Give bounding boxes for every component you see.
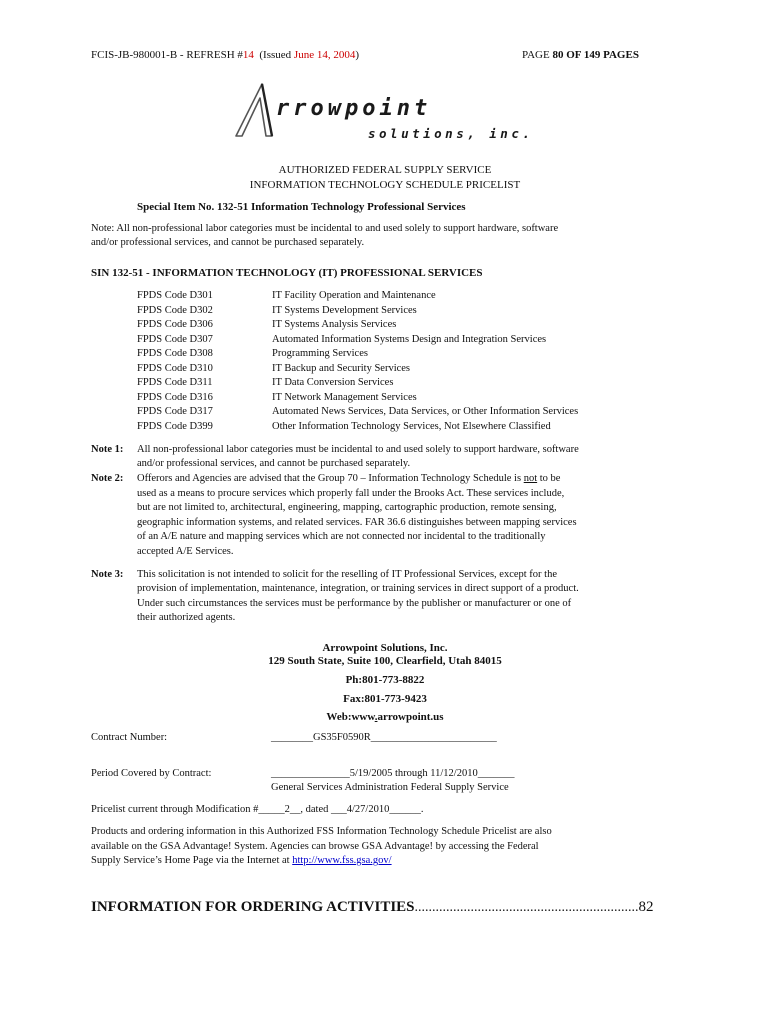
list-item: FPDS Code D311 IT Data Conversion Services <box>137 377 394 388</box>
note-2-line: accepted A/E Services. <box>137 546 234 557</box>
period-label: Period Covered by Contract: <box>91 768 212 779</box>
contract-number-label: Contract Number: <box>91 732 168 743</box>
title-line-1: AUTHORIZED FEDERAL SUPPLY SERVICE <box>278 164 492 176</box>
note-2-label: Note 2: <box>91 473 124 484</box>
special-item-title: Special Item No. 132-51 Information Technology Professional Services <box>137 201 466 213</box>
list-item: FPDS Code D307 Automated Information Systems Design and Integration Services <box>137 333 547 345</box>
note-1-line: and/or professional services, and cannot be purchased separately. <box>137 458 411 469</box>
arrow-a-logo-icon <box>232 80 282 140</box>
toc-leader-dots: ................................................................ <box>414 900 639 915</box>
issued-suffix: ) <box>355 49 360 61</box>
issued-date: June 14, 2004 <box>293 49 356 61</box>
note-3-line: Under such circumstances the services must be performance by the publisher or manufacturer or one of <box>137 598 572 609</box>
company-address: 129 South State, Suite 100, Clearfield, Utah 84015 <box>268 655 502 667</box>
note-2-line: geographic information systems, and related services. FAR 36.6 distinguishes between mapping services <box>137 517 577 528</box>
fss-website-link[interactable]: http://www.fss.gsa.gov/ <box>292 855 392 866</box>
document-id <box>91 48 359 62</box>
intro-note-line-2: and/or professional services, and cannot be purchased separately. <box>91 237 365 248</box>
list-item: FPDS Code D316 IT Network Management Services <box>137 391 417 403</box>
toc-entry[interactable] <box>91 899 654 916</box>
page-indicator <box>522 48 639 62</box>
list-item: FPDS Code D301 IT Facility Operation and Maintenance <box>137 290 436 301</box>
page-suffix: OF 149 PAGES <box>563 49 639 61</box>
note-2-line: but are not limited to, architectural, engineering, mapping, cartographic production, remote sensing, <box>137 502 557 513</box>
note-3-label: Note 3: <box>91 569 124 580</box>
issued-prefix: (Issued <box>253 49 294 61</box>
company-phone: Ph:801-773-8822 <box>345 674 425 686</box>
list-item: FPDS Code D306 IT Systems Analysis Services <box>137 319 397 330</box>
closing-line-2: available on the GSA Advantage! System. Agencies can browse GSA Advantage! by accessing the Federal <box>91 841 539 852</box>
company-logo <box>232 80 532 144</box>
company-fax: Fax:801-773-9423 <box>343 693 427 705</box>
intro-note-line-1: Note: All non-professional labor categories must be incidental to and used solely to support hardware, software <box>91 223 559 234</box>
note-3-line: provision of implementation, maintenance, integration, or training services in direct support of a product. <box>137 583 579 594</box>
note-2-line: Offerors and Agencies are advised that the Group 70 – Information Technology Schedule is not to be <box>137 473 561 484</box>
fpds-code-list <box>137 289 697 434</box>
period-value: _______________5/19/2005 through 11/12/2010_______ <box>271 768 515 779</box>
company-name: Arrowpoint Solutions, Inc. <box>322 642 448 654</box>
company-website: Web:www.arrowpoint.us <box>326 711 444 723</box>
toc-title: INFORMATION FOR ORDERING ACTIVITIES <box>91 899 415 915</box>
note-3-line: their authorized agents. <box>137 612 236 623</box>
logo-brand-subtitle: solutions, inc. <box>368 126 534 141</box>
page-number: 80 <box>552 49 564 61</box>
list-item: FPDS Code D310 IT Backup and Security Services <box>137 362 411 374</box>
note-2-line: of an A/E nature and mapping services which are not connected nor incidental to the traditionally <box>137 531 546 542</box>
refresh-number: 14 <box>242 49 254 61</box>
page-prefix: PAGE <box>522 49 553 61</box>
closing-line-3: Supply Service’s Home Page via the Internet at http://www.fss.gsa.gov/ <box>91 855 392 866</box>
logo-brand-word: rrowpoint <box>276 96 432 121</box>
toc-page-number: 82 <box>638 899 654 915</box>
doc-prefix: FCIS-JB-980001-B - REFRESH # <box>91 49 243 61</box>
agency-name: General Services Administration Federal Supply Service <box>271 782 509 793</box>
list-item: FPDS Code D399 Other Information Technology Services, Not Elsewhere Classified <box>137 420 551 432</box>
note-2-emphasis-not: not <box>523 473 538 484</box>
note-1-label: Note 1: <box>91 444 124 455</box>
contract-number-value: ________GS35F0590R________________________ <box>271 732 497 743</box>
note-3-line: This solicitation is not intended to solicit for the reselling of IT Professional Services, except for the <box>137 569 558 580</box>
note-1-line: All non-professional labor categories must be incidental to and used solely to support hardware, software <box>137 444 579 455</box>
note-2-line: used as a means to procure services which properly fall under the Brooks Act. These services include, <box>137 488 565 499</box>
closing-line-1: Products and ordering information in this Authorized FSS Information Technology Schedule Pricelist are also <box>91 826 552 837</box>
list-item: FPDS Code D302 IT Systems Development Services <box>137 304 417 316</box>
list-item: FPDS Code D317 Automated News Services, Data Services, or Other Information Services <box>137 406 579 417</box>
list-item: FPDS Code D308 Programming Services <box>137 348 368 359</box>
modification-line: Pricelist current through Modification #_____2__, dated ___4/27/2010______. <box>91 804 424 815</box>
title-line-2: INFORMATION TECHNOLOGY SCHEDULE PRICELIST <box>249 179 521 191</box>
sin-heading: SIN 132-51 - INFORMATION TECHNOLOGY (IT) PROFESSIONAL SERVICES <box>91 267 483 279</box>
